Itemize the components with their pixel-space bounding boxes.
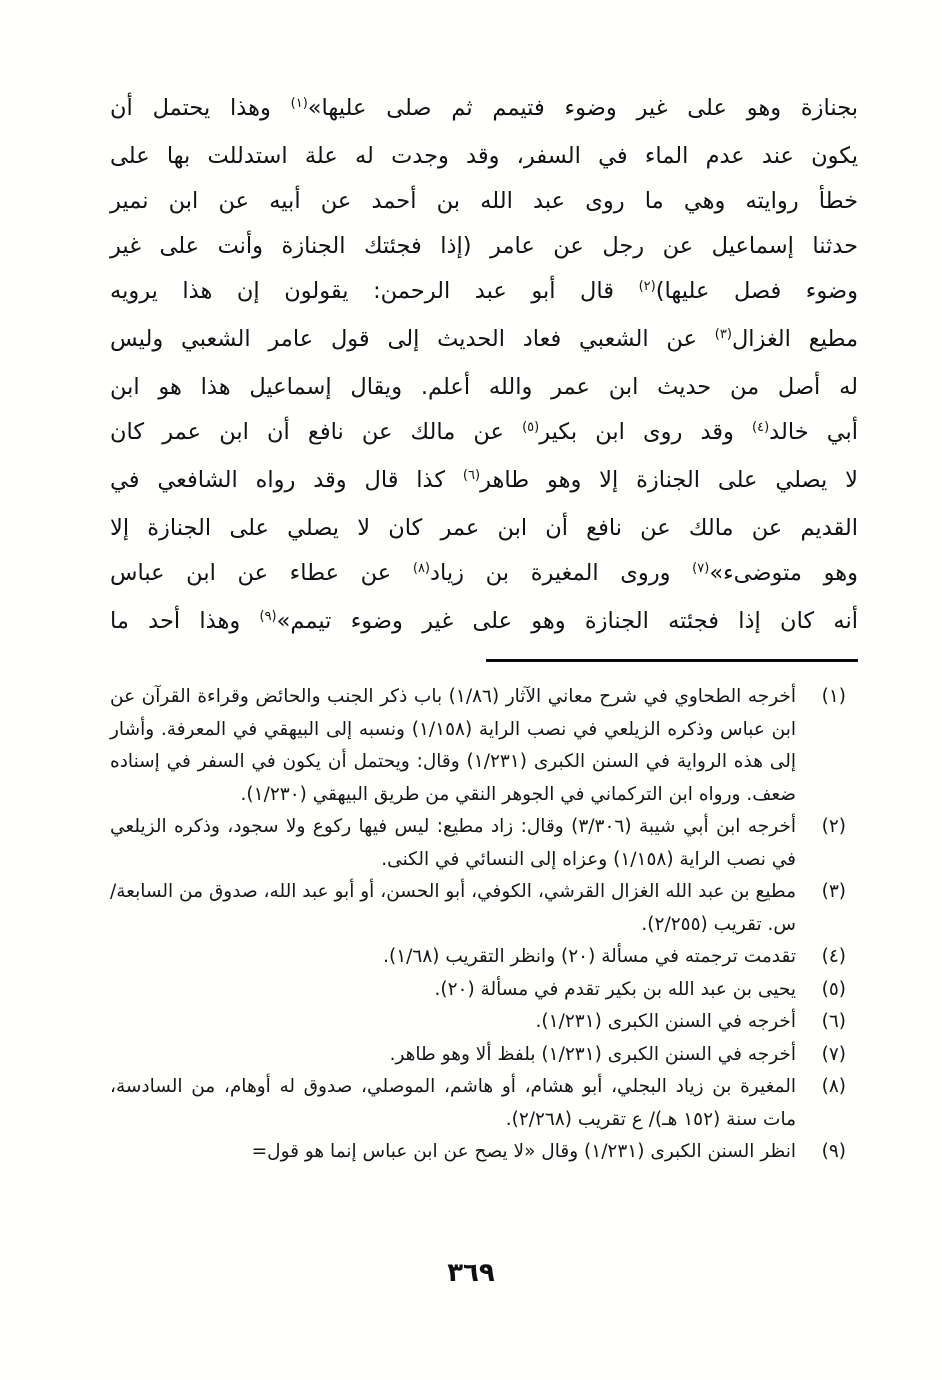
footnote-text: المغيرة بن زياد البجلي، أبو هشام، أو هاشم، الموصلي، صدوق له أوهام، من السادسة، مات سنة (١٥٢ هـ)/ ع تقريب (٢/٢٦٨). [110, 1076, 796, 1130]
footnote-marker: (٢) [821, 816, 846, 837]
footnote-text: أخرجه ابن أبي شيبة (٣/٣٠٦) وقال: زاد مطيع: ليس فيها ركوع ولا سجود، وذكره الزيلعي في نصب الراية (١/١٥٨) وعزاه إلى النسائي في الكنى. [110, 816, 796, 870]
footnote-ref: (٧) [692, 561, 710, 576]
footnote-marker: (٤) [821, 946, 846, 967]
footnote-ref: (٣) [714, 327, 732, 342]
footnote-marker: (٦) [821, 1011, 846, 1032]
body-text-line: وهو متوضىء»$^{(٧)}$ وروى المغيرة بن زياد$^{(٨)}$ عن عطاء عن ابن عباس [110, 560, 858, 586]
footnotes-section [110, 681, 858, 1169]
footnote-item [110, 941, 858, 974]
footnote-item [110, 681, 858, 811]
footnote-ref: (٩) [259, 609, 277, 624]
footnote-text: مطيع بن عبد الله الغزال القرشي، الكوفي، أبو الحسن، أو أبو عبد الله، صدوق من السابعة/ س. تقريب (٢/٢٥٥). [110, 881, 796, 935]
body-text-line: بجنازة وهو على غير وضوء فتيمم ثم صلى عليها»$^{(١)}$ وهذا يحتمل أن [110, 95, 858, 121]
body-text-line: له أصل من حديث ابن عمر والله أعلم. ويقال إسماعيل هذا هو ابن [110, 374, 858, 400]
body-text-line: يكون عند عدم الماء في السفر، وقد وجدت له علة استدللت بها على [110, 143, 858, 169]
footnote-ref: (٤) [752, 420, 770, 435]
body-text-line: خطأ روايته وهي ما روى عبد الله بن أحمد عن أبيه عن ابن نمير [110, 188, 858, 214]
body-text-line: مطيع الغزال$^{(٣)}$ عن الشعبي فعاد الحديث إلى قول عامر الشعبي وليس [110, 326, 858, 352]
footnote-item [110, 1006, 858, 1039]
footnote-item [110, 1071, 858, 1136]
body-text-line: أبي خالد$^{(٤)}$ وقد روى ابن بكير$^{(٥)}$ عن مالك عن نافع أن ابن عمر كان [110, 419, 858, 445]
footnote-ref: (٢) [638, 279, 656, 294]
footnote-ref: (٨) [412, 561, 430, 576]
footnote-item [110, 974, 858, 1007]
footnote-item [110, 1039, 858, 1072]
footnote-marker: (٧) [821, 1043, 846, 1065]
footnote-text: أخرجه الطحاوي في شرح معاني الآثار (١/٨٦) باب ذكر الجنب والحائض وقراءة القرآن عن ابن عباس وذكره الزيلعي في نصب الراية (١/١٥٨) ونسبه إلى البيهقي في المعرفة. وأشار إلى هذه الرواية في السنن الكبرى (١/٢٣١) وقال: ويحتمل أن يكون في السفر في إسناده ضعف. ورواه ابن التركماني في الجوهر النقي من طريق البيهقي (١/٢٣٠). [110, 686, 796, 805]
page-number: ٣٦٩ [447, 1258, 495, 1288]
footnote-text: يحيى بن عبد الله بن بكير تقدم في مسألة (٢٠). [434, 978, 796, 1000]
footnote-marker: (٣) [821, 881, 846, 902]
footnote-text: أخرجه في السنن الكبرى (١/٢٣١). [535, 1011, 796, 1032]
body-text-line: وضوء فصل عليها)$^{(٢)}$ قال أبو عبد الرحمن: يقولون إن هذا يرويه [110, 278, 858, 304]
footnote-item [110, 811, 858, 876]
footnote-item [110, 1136, 858, 1169]
body-text-line: القديم عن مالك عن نافع أن ابن عمر كان لا يصلي على الجنازة إلا [110, 515, 858, 541]
footnote-ref: (١) [290, 96, 308, 111]
body-text-line: لا يصلي على الجنازة إلا وهو طاهر$^{(٦)}$ كذا قال وقد رواه الشافعي في [110, 467, 858, 493]
main-text [110, 86, 858, 647]
footnote-marker: (١) [821, 686, 846, 707]
footnote-text: أخرجه في السنن الكبرى (١/٢٣١) بلفظ ألا وهو طاهر. [389, 1043, 796, 1065]
body-text-line: أنه كان إذا فجئته الجنازة وهو على غير وضوء تيمم»$^{(٩)}$ وهذا أحد ما [110, 608, 858, 634]
footnote-text: تقدمت ترجمته في مسألة (٢٠) وانظر التقريب (١/٦٨). [383, 946, 796, 967]
footnote-marker: (٥) [821, 978, 846, 1000]
footnote-ref: (٥) [522, 420, 540, 435]
footnote-ref: (٦) [462, 468, 481, 483]
footnote-separator [486, 659, 858, 662]
footnote-marker: (٩) [821, 1141, 846, 1162]
footnote-text: انظر السنن الكبرى (١/٢٣١) وقال «لا يصح عن ابن عباس إنما هو قول= [251, 1141, 796, 1162]
body-text-line: حدثنا إسماعيل عن رجل عن عامر (إذا فجئتك الجنازة وأنت على غير [110, 233, 858, 259]
footnote-marker: (٨) [821, 1076, 846, 1097]
footnote-item [110, 876, 858, 941]
